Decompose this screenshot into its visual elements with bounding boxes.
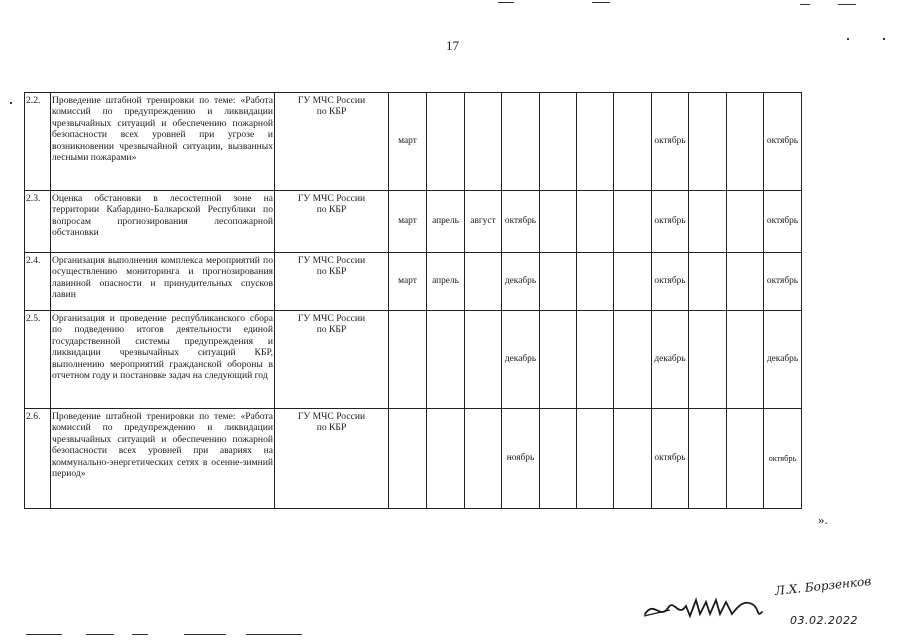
- signature-date: 03.02.2022: [790, 614, 858, 627]
- month-cell: [727, 311, 764, 409]
- scan-mark: [26, 634, 62, 635]
- month-cell: [689, 93, 727, 191]
- month-cell: [727, 93, 764, 191]
- responsible-organization: ГУ МЧС России по КБР: [275, 253, 389, 311]
- activity-description: Организация и проведение республиканского сбора по подведению итогов деятельности единой государственной системы предупреждения и ликвидации чрезвычайных ситуаций КБР, выполнению мероприятий гражданской обороны в отчетном году и постановке задач на следующий год: [51, 311, 275, 409]
- month-cell: октябрь: [764, 191, 802, 253]
- table-row: [25, 311, 802, 409]
- scan-mark: [883, 38, 885, 40]
- page-number: 17: [446, 38, 459, 53]
- month-cell: декабрь: [502, 253, 540, 311]
- scan-mark: [132, 634, 148, 635]
- month-cell: [614, 253, 652, 311]
- month-cell: август: [465, 191, 502, 253]
- month-cell: [427, 93, 465, 191]
- month-cell: [614, 93, 652, 191]
- month-cell: [465, 409, 502, 509]
- month-cell: [614, 311, 652, 409]
- row-number: 2.2.: [25, 93, 51, 191]
- month-cell: март: [389, 253, 427, 311]
- month-cell: [502, 93, 540, 191]
- row-number: 2.3.: [25, 191, 51, 253]
- month-cell: март: [389, 191, 427, 253]
- scan-mark: [847, 38, 849, 40]
- scan-mark: [800, 4, 810, 5]
- month-cell: декабрь: [652, 311, 689, 409]
- month-cell: [577, 311, 614, 409]
- month-cell: [540, 311, 577, 409]
- month-cell: [540, 409, 577, 509]
- activity-description: Проведение штабной тренировки по теме: «Работа комиссий по предупреждению и ликвидации чрезвычайных ситуаций и обеспечению пожарной безопасности всех уровней при угрозе и возникновении чрезвычайной ситуации, вызванных лесными пожарами»: [51, 93, 275, 191]
- table-row: [25, 191, 802, 253]
- responsible-organization: ГУ МЧС России по КБР: [275, 93, 389, 191]
- responsible-organization: ГУ МЧС России по КБР: [275, 311, 389, 409]
- responsible-organization: ГУ МЧС России по КБР: [275, 191, 389, 253]
- month-cell: октябрь: [652, 191, 689, 253]
- month-cell: [389, 409, 427, 509]
- month-cell: [577, 93, 614, 191]
- table-row: [25, 253, 802, 311]
- signature-name: Л.Х. Борзенков: [774, 573, 872, 598]
- month-cell: октябрь: [652, 93, 689, 191]
- month-cell: [427, 311, 465, 409]
- row-number: 2.4.: [25, 253, 51, 311]
- row-number: 2.5.: [25, 311, 51, 409]
- month-cell: [577, 253, 614, 311]
- month-cell: [727, 253, 764, 311]
- scan-mark: [498, 2, 514, 3]
- plan-table: [24, 92, 802, 509]
- month-cell: [389, 311, 427, 409]
- month-cell: [614, 191, 652, 253]
- closing-quote: ».: [818, 512, 828, 527]
- table-row: [25, 93, 802, 191]
- table-row: [25, 409, 802, 509]
- month-cell: октябрь: [764, 253, 802, 311]
- month-cell: [727, 409, 764, 509]
- month-cell: октябрь: [502, 191, 540, 253]
- month-cell: апрель: [427, 253, 465, 311]
- activity-description: Проведение штабной тренировки по теме: «Работа комиссий по предупреждению и ликвидации чрезвычайных ситуаций и обеспечению пожарной безопасности всех уровней при авариях на коммунально-энергетических сетях в осенне-зимний период»: [51, 409, 275, 509]
- responsible-organization: ГУ МЧС России по КБР: [275, 409, 389, 509]
- scan-mark: [246, 634, 302, 635]
- month-cell: [465, 253, 502, 311]
- month-cell: апрель: [427, 191, 465, 253]
- scan-mark: [10, 102, 12, 104]
- month-cell: октябрь: [652, 409, 689, 509]
- month-cell: [689, 191, 727, 253]
- month-cell: [727, 191, 764, 253]
- month-cell: [689, 311, 727, 409]
- month-cell: [689, 253, 727, 311]
- month-cell: октябрь: [652, 253, 689, 311]
- month-cell: [540, 191, 577, 253]
- month-cell: [465, 93, 502, 191]
- row-number: 2.6.: [25, 409, 51, 509]
- month-cell: [465, 311, 502, 409]
- month-cell: ноябрь: [502, 409, 540, 509]
- month-cell: [577, 409, 614, 509]
- scan-mark: [184, 634, 226, 635]
- month-cell: [689, 409, 727, 509]
- scan-mark: [592, 2, 610, 3]
- month-cell: [614, 409, 652, 509]
- month-cell: [540, 93, 577, 191]
- scan-mark: [86, 634, 114, 635]
- month-cell: октябрь: [764, 409, 802, 509]
- scan-mark: [838, 4, 856, 5]
- activity-description: Оценка обстановки в лесостепной зоне на территории Кабардино-Балкарской Республики по вопросам прогнозирования лесопожарной обстановки: [51, 191, 275, 253]
- month-cell: [577, 191, 614, 253]
- activity-description: Организация выполнения комплекса мероприятий по осуществлению мониторинга и прогнозирования лавинной опасности и принудительных спусков лавин: [51, 253, 275, 311]
- month-cell: декабрь: [764, 311, 802, 409]
- month-cell: [427, 409, 465, 509]
- month-cell: декабрь: [502, 311, 540, 409]
- month-cell: октябрь: [764, 93, 802, 191]
- month-cell: [540, 253, 577, 311]
- month-cell: март: [389, 93, 427, 191]
